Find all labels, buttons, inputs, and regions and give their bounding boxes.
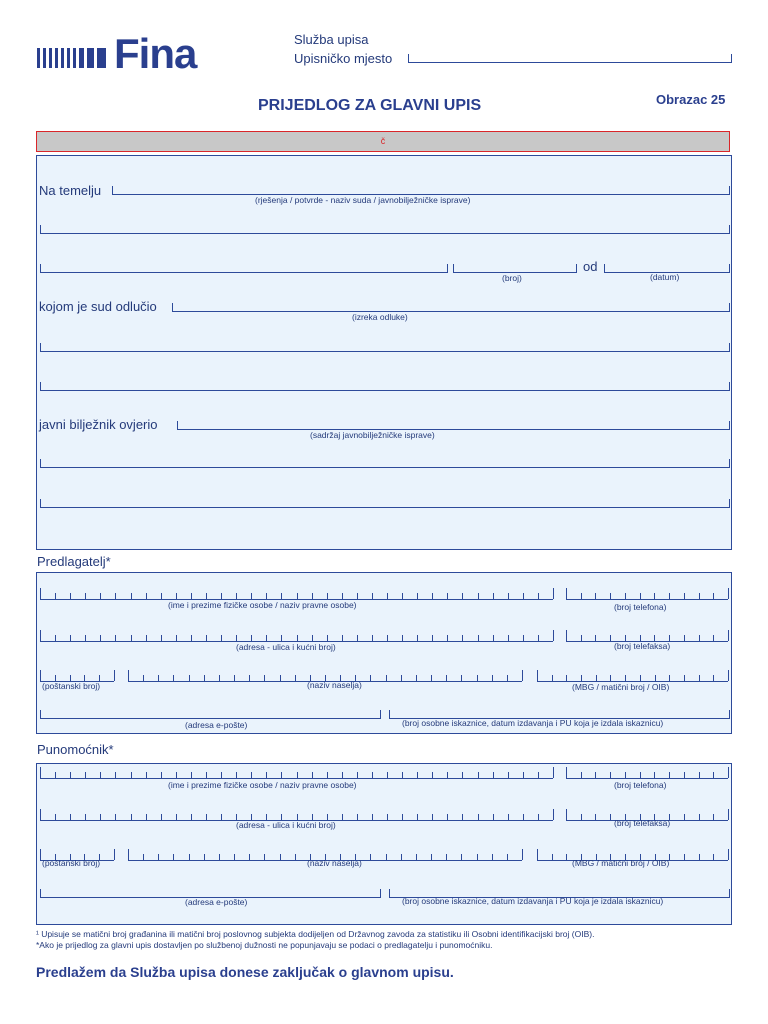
caption: (MBG / matični broj / OIB) (572, 858, 670, 868)
caption: (broj telefaksa) (614, 818, 671, 828)
email-field[interactable] (40, 710, 381, 719)
javni-label: javni bilježnik ovjerio (39, 417, 158, 432)
caption: (adresa e-pošte) (185, 897, 248, 907)
name-comb-field[interactable] (40, 589, 553, 600)
text-line[interactable] (40, 382, 730, 391)
caption: (rješenja / potvrde - naziv suda / javnobilježničke isprave) (255, 195, 471, 205)
caption: (sadržaj javnobilježničke isprave) (310, 430, 435, 440)
caption: (poštanski broj) (42, 681, 101, 691)
text-line[interactable] (40, 225, 730, 234)
sadrzaj-field[interactable] (177, 421, 730, 430)
caption: (MBG / matični broj / OIB) (572, 682, 670, 692)
caption: (broj osobne iskaznice, datum izdavanja i PU koja je izdala iskaznicu) (402, 718, 664, 728)
caption: (ime i prezime fizičke osobe / naziv pravne osobe) (168, 780, 357, 790)
predlagatelj-heading: Predlagatelj* (37, 554, 111, 569)
phone-comb-field[interactable] (566, 768, 728, 779)
text-line[interactable] (40, 459, 730, 468)
caption: (izreka odluke) (352, 312, 408, 322)
office-label: Služba upisa (294, 32, 369, 47)
punomocnik-heading: Punomoćnik* (37, 742, 114, 757)
mbg-comb-field[interactable] (537, 671, 728, 682)
caption: (broj osobne iskaznice, datum izdavanja i PU koja je izdala iskaznicu) (402, 896, 664, 906)
izreka-field[interactable] (172, 303, 730, 312)
form-number: Obrazac 25 (656, 92, 726, 107)
caption: (naziv naselja) (307, 680, 362, 690)
footnote-2: *Ako je prijedlog za glavni upis dostavljen po službenoj dužnosti ne popunjavaju se podaci o predlagatelju i punomoćniku. (36, 940, 493, 950)
caption: (poštanski broj) (42, 858, 101, 868)
kojom-label: kojom je sud odlučio (39, 299, 157, 314)
na-temelju-label: Na temelju (39, 183, 102, 198)
broj-field[interactable] (453, 264, 577, 273)
highlight-text: č (380, 136, 386, 146)
text-line[interactable] (40, 264, 448, 273)
fina-logo-bars (37, 48, 113, 68)
highlight-bar (36, 131, 730, 152)
na-temelju-field[interactable] (112, 186, 730, 195)
caption: (broj telefona) (614, 602, 667, 612)
caption: (adresa - ulica i kućni broj) (236, 820, 336, 830)
basis-section (36, 155, 732, 550)
text-line[interactable] (40, 499, 730, 508)
phone-comb-field[interactable] (566, 589, 728, 600)
caption: (naziv naselja) (307, 858, 362, 868)
text-line[interactable] (40, 343, 730, 352)
caption: (adresa - ulica i kućni broj) (236, 642, 336, 652)
closing-statement: Predlažem da Služba upisa donese zaključak o glavnom upisu. (36, 964, 454, 980)
name-comb-field[interactable] (40, 768, 553, 779)
caption: (broj telefona) (614, 780, 667, 790)
address-comb-field[interactable] (40, 631, 553, 642)
caption: (ime i prezime fizičke osobe / naziv pravne osobe) (168, 600, 357, 610)
caption: (broj) (502, 273, 522, 283)
caption: (datum) (650, 272, 680, 282)
caption: (adresa e-pošte) (185, 720, 248, 730)
place-field[interactable] (408, 54, 732, 63)
fina-logo: Fina (114, 30, 197, 77)
page-title: PRIJEDLOG ZA GLAVNI UPIS (258, 97, 482, 114)
od-label: od (583, 259, 598, 274)
caption: (broj telefaksa) (614, 641, 671, 651)
place-label: Upisničko mjesto (294, 51, 393, 66)
footnote-1: ¹ Upisuje se matični broj građanina ili matični broj poslovnog subjekta dodijeljen od Državnog zavoda za statistiku ili Osobni identifikacijski broj (OIB). (36, 929, 595, 939)
